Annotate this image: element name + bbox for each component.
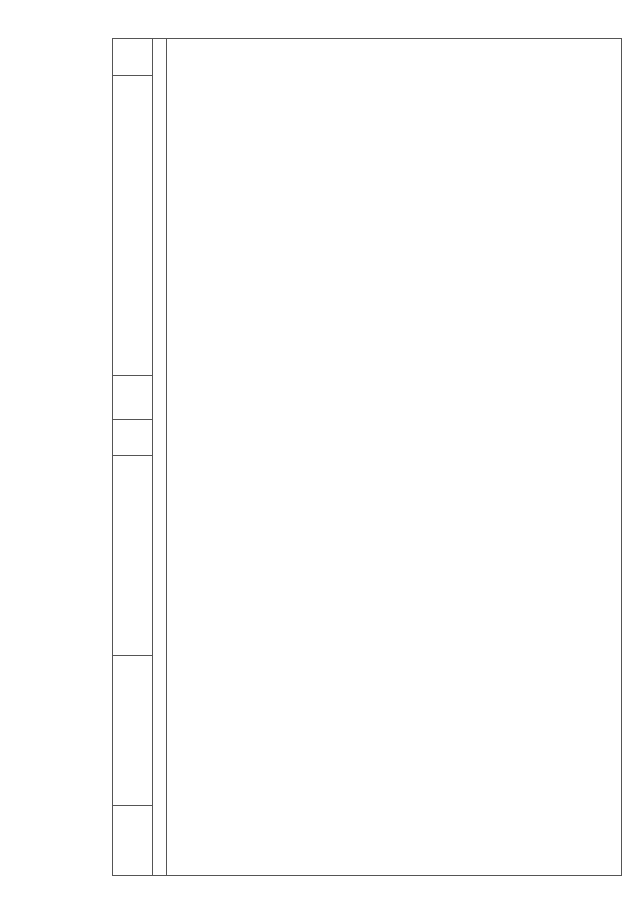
table-header-row xyxy=(112,38,153,876)
column-numbers-row xyxy=(166,38,176,876)
target-column-header xyxy=(113,38,153,76)
goal-column-header xyxy=(113,456,153,656)
program-indicators-table xyxy=(112,38,622,876)
year-labels-row xyxy=(152,38,167,876)
years-group-header xyxy=(113,76,153,376)
additional-codes-header xyxy=(113,656,153,806)
rotated-table-sheet xyxy=(112,38,622,876)
kbk-header xyxy=(113,806,153,876)
table-border xyxy=(112,38,622,876)
base-column-header xyxy=(113,376,153,420)
unit-column-header xyxy=(113,420,153,456)
